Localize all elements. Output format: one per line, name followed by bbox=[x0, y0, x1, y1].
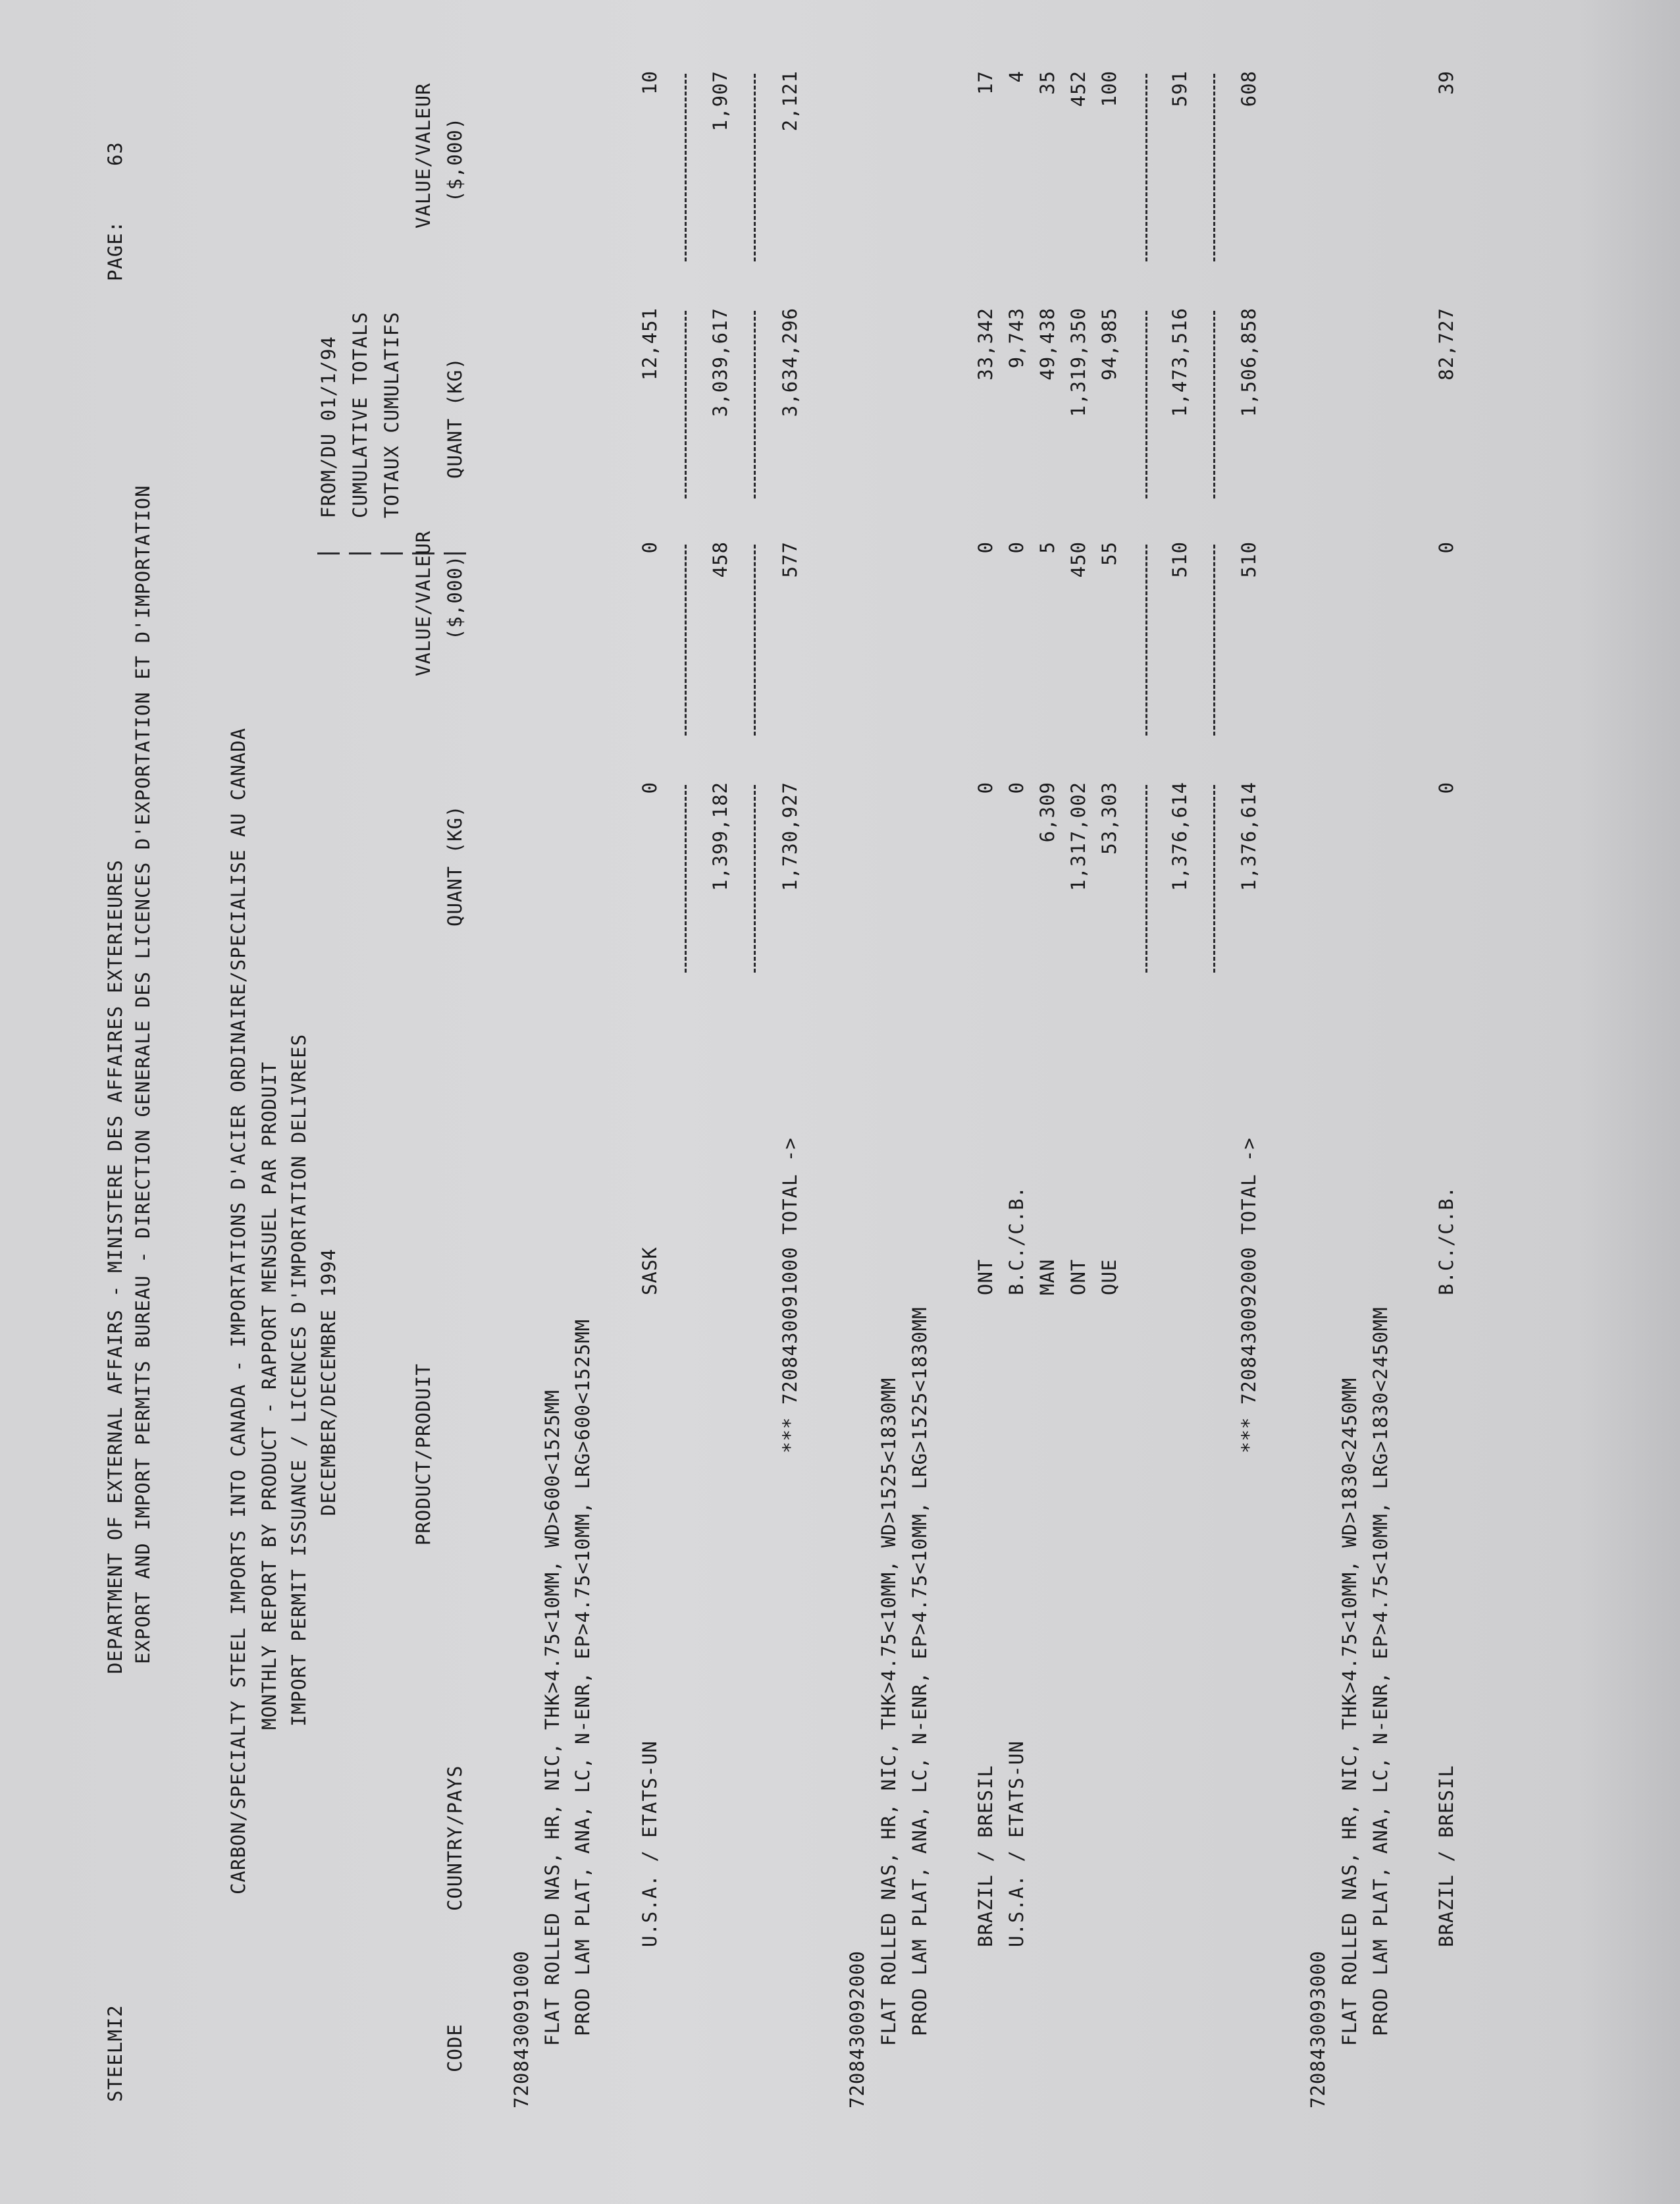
subtotal-value: 510 bbox=[1168, 541, 1191, 578]
value-value: 450 bbox=[1067, 541, 1089, 578]
divider-bar bbox=[444, 552, 466, 554]
cum-quant-value: 82,727 bbox=[1435, 308, 1457, 381]
title-line-4: DECEMBER/DECEMBRE 1994 bbox=[317, 1248, 340, 1516]
subtotal-rule bbox=[1145, 545, 1147, 736]
province: ONT bbox=[1067, 1258, 1089, 1295]
dept-line-2: EXPORT AND IMPORT PERMITS BUREAU - DIRECTION GENERALE DES LICENCES D'EXPORTATION ET D'IMPORTATION bbox=[132, 485, 154, 1664]
total-rule bbox=[754, 785, 756, 973]
report-id: STEELMI2 bbox=[104, 2004, 126, 2102]
total-cum-value: 608 bbox=[1238, 70, 1260, 107]
value-unit-heading: ($,000) bbox=[444, 554, 466, 640]
subtotal-rule bbox=[1145, 311, 1147, 498]
subtotal-rule bbox=[1145, 74, 1147, 261]
value-value: 55 bbox=[1098, 541, 1120, 566]
subtotal-rule bbox=[1145, 785, 1147, 973]
subtotal-cum-quant: 1,473,516 bbox=[1168, 308, 1191, 417]
cum-value-col-heading: VALUE/VALEUR bbox=[412, 82, 434, 228]
subtotal-cum-quant: 3,039,617 bbox=[709, 308, 731, 417]
value-value: 0 bbox=[1435, 541, 1457, 554]
total-rule bbox=[1213, 785, 1215, 973]
province: B.C./C.B. bbox=[1435, 1185, 1457, 1295]
cum-value-value: 17 bbox=[974, 70, 997, 95]
country-name: U.S.A. / ETATS-UN bbox=[639, 1740, 661, 1947]
product-desc-fr: PROD LAM PLAT, ANA, LC, N-ENR, EP>4.75<10MM, LRG>1830<2450MM bbox=[1369, 1306, 1392, 2036]
total-cum-quant: 1,506,858 bbox=[1238, 308, 1260, 417]
product-desc-fr: PROD LAM PLAT, ANA, LC, N-ENR, EP>4.75<10MM, LRG>1525<1830MM bbox=[908, 1306, 931, 2036]
cum-quant-value: 94,985 bbox=[1098, 308, 1120, 381]
quant-col-heading: QUANT (KG) bbox=[444, 805, 466, 927]
cumulative-totals-fr: TOTAUX CUMULATIFS bbox=[381, 311, 403, 518]
divider-bar bbox=[317, 552, 340, 554]
total-value: 510 bbox=[1238, 541, 1260, 578]
quant-value: 0 bbox=[1435, 782, 1457, 794]
province: B.C./C.B. bbox=[1005, 1185, 1028, 1295]
quant-value: 6,309 bbox=[1036, 782, 1059, 843]
cum-value-value: 452 bbox=[1067, 70, 1089, 107]
total-quant: 1,376,614 bbox=[1238, 782, 1260, 892]
page-label: PAGE: bbox=[104, 220, 126, 281]
cum-quant-value: 9,743 bbox=[1005, 308, 1028, 369]
subtotal-rule bbox=[685, 74, 687, 261]
total-cum-value: 2,121 bbox=[779, 70, 801, 132]
cum-quant-value: 49,438 bbox=[1036, 308, 1059, 381]
quant-value: 1,317,002 bbox=[1067, 782, 1089, 892]
subtotal-quant: 1,399,182 bbox=[709, 782, 731, 892]
divider-bar bbox=[381, 552, 403, 554]
total-label: *** 7208430092000 TOTAL -> bbox=[1238, 1137, 1260, 1453]
country-name: BRAZIL / BRESIL bbox=[1435, 1765, 1457, 1947]
cum-value-unit-heading: ($,000) bbox=[444, 117, 466, 202]
total-label: *** 7208430091000 TOTAL -> bbox=[779, 1137, 801, 1453]
total-cum-quant: 3,634,296 bbox=[779, 308, 801, 417]
product-col-heading: PRODUCT/PRODUIT bbox=[412, 1363, 434, 1545]
value-value: 0 bbox=[1005, 541, 1028, 554]
quant-value: 0 bbox=[974, 782, 997, 794]
subtotal-cum-value: 591 bbox=[1168, 70, 1191, 107]
province: QUE bbox=[1098, 1258, 1120, 1295]
subtotal-cum-value: 1,907 bbox=[709, 70, 731, 132]
total-rule bbox=[1213, 545, 1215, 736]
value-value: 0 bbox=[639, 541, 661, 554]
subtotal-rule bbox=[685, 785, 687, 973]
cum-value-value: 100 bbox=[1098, 70, 1120, 107]
divider-bar bbox=[349, 552, 371, 554]
quant-value: 0 bbox=[1005, 782, 1028, 794]
cum-quant-value: 33,342 bbox=[974, 308, 997, 381]
cum-quant-value: 12,451 bbox=[639, 308, 661, 381]
cum-quant-value: 1,319,350 bbox=[1067, 308, 1089, 417]
cum-value-value: 35 bbox=[1036, 70, 1059, 95]
code-col-heading: CODE bbox=[444, 2024, 466, 2072]
cum-value-value: 10 bbox=[639, 70, 661, 95]
cumulative-totals-en: CUMULATIVE TOTALS bbox=[349, 311, 371, 518]
product-code: 7208430093000 bbox=[1307, 1950, 1329, 2109]
product-desc-en: FLAT ROLLED NAS, HR, NIC, THK>4.75<10MM, WD>1525<1830MM bbox=[878, 1377, 900, 2046]
value-col-heading: VALUE/VALEUR bbox=[412, 530, 434, 676]
total-rule bbox=[754, 74, 756, 261]
value-value: 5 bbox=[1036, 541, 1059, 554]
province: MAN bbox=[1036, 1258, 1059, 1295]
product-code: 7208430092000 bbox=[846, 1950, 868, 2109]
total-rule bbox=[754, 545, 756, 736]
cum-quant-col-heading: QUANT (KG) bbox=[444, 357, 466, 479]
dept-line-1: DEPARTMENT OF EXTERNAL AFFAIRS - MINISTERE DES AFFAIRES EXTERIEURES bbox=[104, 859, 126, 1674]
total-value: 577 bbox=[779, 541, 801, 578]
total-rule bbox=[754, 311, 756, 498]
value-value: 0 bbox=[974, 541, 997, 554]
total-quant: 1,730,927 bbox=[779, 782, 801, 892]
subtotal-rule bbox=[685, 545, 687, 736]
quant-value: 53,303 bbox=[1098, 782, 1120, 855]
product-code: 7208430091000 bbox=[510, 1950, 533, 2109]
title-line-2: MONTHLY REPORT BY PRODUCT - RAPPORT MENSUEL PAR PRODUIT bbox=[258, 1061, 280, 1730]
province: SASK bbox=[639, 1247, 661, 1295]
subtotal-rule bbox=[685, 311, 687, 498]
country-name: U.S.A. / ETATS-UN bbox=[1005, 1740, 1028, 1947]
title-line-3: IMPORT PERMIT ISSUANCE / LICENCES D'IMPORTATION DELIVREES bbox=[288, 1033, 310, 1727]
subtotal-value: 458 bbox=[709, 541, 731, 578]
product-desc-fr: PROD LAM PLAT, ANA, LC, N-ENR, EP>4.75<10MM, LRG>600<1525MM bbox=[571, 1318, 594, 2036]
page-number: 63 bbox=[104, 142, 126, 166]
title-line-1: CARBON/SPECIALTY STEEL IMPORTS INTO CANADA - IMPORTATIONS D'ACIER ORDINAIRE/SPECIALISE AU CANADA bbox=[227, 727, 249, 1895]
from-date: FROM/DU 01/1/94 bbox=[317, 336, 340, 518]
subtotal-quant: 1,376,614 bbox=[1168, 782, 1191, 892]
total-rule bbox=[1213, 311, 1215, 498]
quant-value: 0 bbox=[639, 782, 661, 794]
product-desc-en: FLAT ROLLED NAS, HR, NIC, THK>4.75<10MM, WD>600<1525MM bbox=[541, 1389, 564, 2046]
cum-value-value: 4 bbox=[1005, 70, 1028, 83]
country-col-heading: COUNTRY/PAYS bbox=[444, 1765, 466, 1911]
total-rule bbox=[1213, 74, 1215, 261]
province: ONT bbox=[974, 1258, 997, 1295]
product-desc-en: FLAT ROLLED NAS, HR, NIC, THK>4.75<10MM, WD>1830<2450MM bbox=[1338, 1377, 1361, 2046]
country-name: BRAZIL / BRESIL bbox=[974, 1765, 997, 1947]
cum-value-value: 39 bbox=[1435, 70, 1457, 95]
